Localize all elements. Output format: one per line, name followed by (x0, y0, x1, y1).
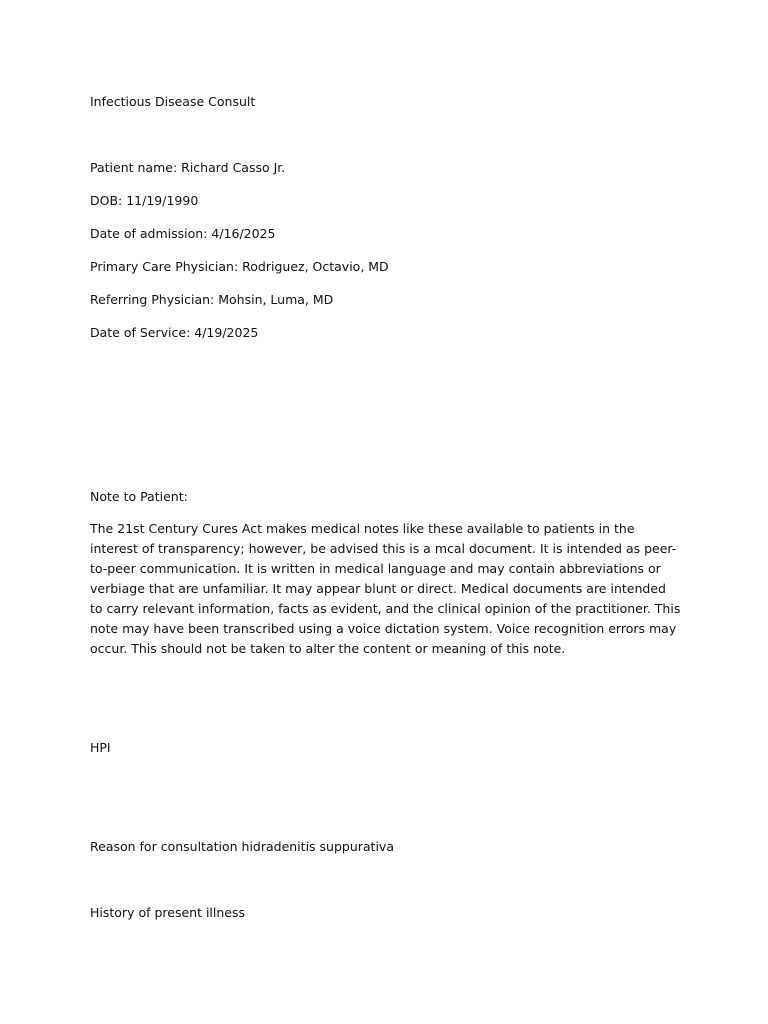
referring-physician: Referring Physician: Mohsin, Luma, MD (90, 292, 334, 307)
note-body: The 21st Century Cures Act makes medical notes like these available to patients in the interest of transparency; however, be advised this is a mcal document. It is intended as peer-to-peer communication. It is written in medical language and may contain abbreviations or verbiage that are unfamiliar. It may appear blunt or direct. Medical documents are intended to carry relevant information, facts as evident, and the clinical opinion of the practitioner. This note may have been transcribed using a voice dictation system. Voice recognition errors may occur. This should not be taken to alter the content or meaning of this note. (90, 521, 681, 656)
hpi-heading: HPI (90, 740, 111, 755)
primary-care-physician: Primary Care Physician: Rodriguez, Octavio, MD (90, 259, 389, 274)
date-of-admission: Date of admission: 4/16/2025 (90, 226, 276, 241)
date-of-service: Date of Service: 4/19/2025 (90, 325, 259, 340)
dob: DOB: 11/19/1990 (90, 193, 199, 208)
patient-name: Patient name: Richard Casso Jr. (90, 160, 286, 175)
note-heading: Note to Patient: (90, 489, 188, 504)
document-title: Infectious Disease Consult (90, 94, 256, 109)
reason-for-consultation: Reason for consultation hidradenitis suppurativa (90, 839, 394, 854)
history-heading: History of present illness (90, 905, 246, 920)
